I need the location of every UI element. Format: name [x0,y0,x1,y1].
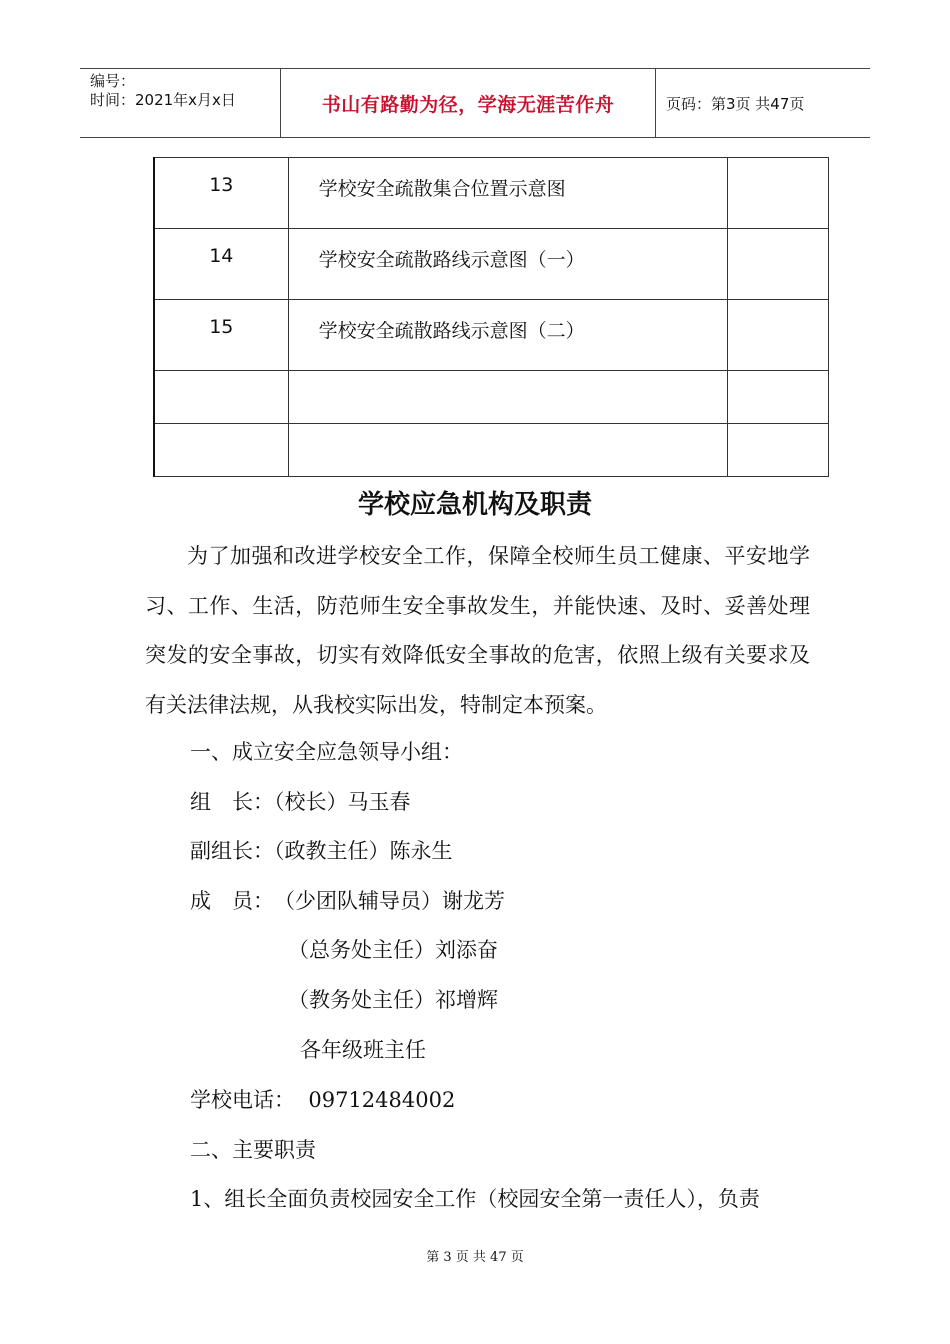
phone-line: 学校电话： 09712484002 [190,1088,456,1112]
table-row [154,158,829,229]
section-heading-2: 二、主要职责 [190,1138,316,1162]
row-number: 13 [154,158,288,229]
row-number: 15 [154,300,288,371]
appendix-table [153,157,829,477]
row-title: 学校安全疏散路线示意图（二） [288,300,727,371]
table-row [154,300,829,371]
header-page-info: 页码：第3页 共47页 [666,94,805,113]
row-extra [727,424,828,477]
duty-line: 1、组长全面负责校园安全工作（校园安全第一责任人），负责 [190,1187,760,1211]
row-number: 14 [154,229,288,300]
row-extra [727,229,828,300]
row-extra [727,300,828,371]
intro-paragraph: 为了加强和改进学校安全工作，保障全校师生员工健康、平安地学习、工作、生活，防范师生安全事故发生，并能快速、及时、妥善处理突发的安全事故，切实有效降低安全事故的危害，依照上级有关要求及有关法律法规，从我校实际出发，特制定本预案。 [145,544,810,717]
page-header [80,68,870,138]
section-title: 学校应急机构及职责 [357,490,592,520]
member-line: （总务处主任）刘添奋 [288,938,498,962]
header-motto: 书山有路勤为径，学海无涯苦作舟 [280,69,656,137]
page-footer: 第 3 页 共 47 页 [426,1250,524,1265]
table-row [154,371,829,424]
row-title: 学校安全疏散集合位置示意图 [288,158,727,229]
document-date-label: 时间：2021年x月x日 [90,91,236,109]
document-number-label: 编号： [90,72,136,90]
row-title: 学校安全疏散路线示意图（一） [288,229,727,300]
row-title [288,371,727,424]
header-meta [80,69,280,137]
table-row [154,424,829,477]
vice-leader-line: 副组长：（政教主任）陈永生 [190,839,453,863]
row-extra [727,158,828,229]
member-line: （教务处主任）祁增辉 [288,988,498,1012]
table-row [154,229,829,300]
row-title [288,424,727,477]
member-line: 各年级班主任 [300,1038,426,1062]
row-extra [727,371,828,424]
member-line: 成 员： （少团队辅导员）谢龙芳 [190,889,505,913]
row-number [154,371,288,424]
row-number [154,424,288,477]
leader-line: 组 长：（校长）马玉春 [190,790,411,814]
section-heading-1: 一、成立安全应急领导小组： [190,740,463,764]
